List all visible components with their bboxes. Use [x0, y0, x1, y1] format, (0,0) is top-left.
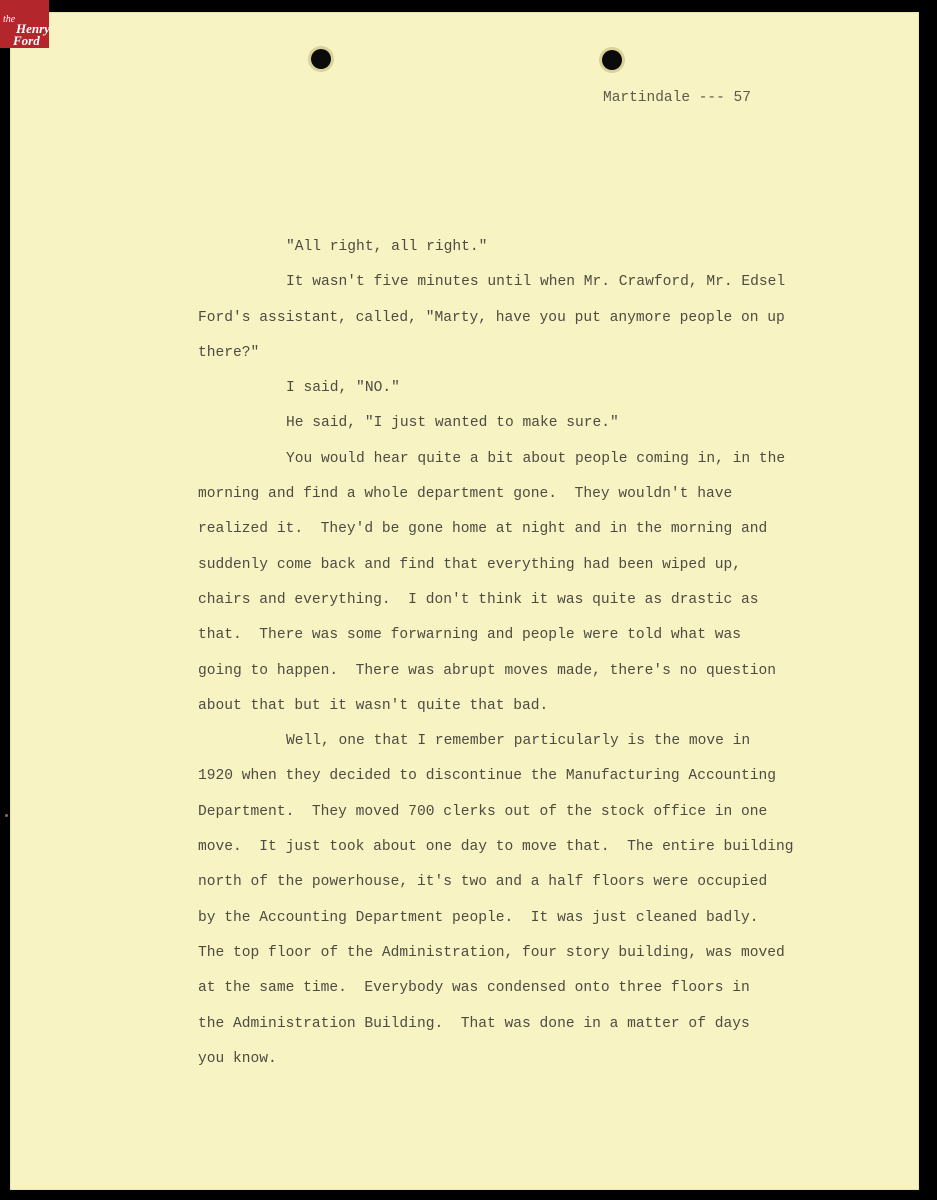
- transcript-line: the Administration Building. That was done in a matter of days: [198, 1015, 750, 1032]
- transcript-line: north of the powerhouse, it's two and a half floors were occupied: [198, 874, 768, 891]
- transcript-line: I said, "NO.": [286, 380, 400, 397]
- punch-hole-left: [311, 49, 331, 69]
- transcript-line: Ford's assistant, called, "Marty, have you put anymore people on up: [198, 309, 785, 326]
- henry-ford-logo: [0, 0, 49, 48]
- logo-ford: Ford: [13, 33, 40, 48]
- transcript-line: realized it. They'd be gone home at night and in the morning and: [198, 521, 768, 538]
- transcript-line: move. It just took about one day to move that. The entire building: [198, 839, 794, 856]
- transcript-line: going to happen. There was abrupt moves made, there's no question: [198, 662, 777, 679]
- transcript-line: at the same time. Everybody was condensed onto three floors in: [198, 980, 750, 997]
- transcript-line: Well, one that I remember particularly is the move in: [286, 733, 751, 750]
- transcript-line: He said, "I just wanted to make sure.": [286, 415, 619, 432]
- transcript-line: The top floor of the Administration, four story building, was moved: [198, 944, 785, 961]
- transcript-line: morning and find a whole department gone. They wouldn't have: [198, 486, 733, 503]
- transcript-line: Department. They moved 700 clerks out of the stock office in one: [198, 803, 768, 820]
- transcript-line: you know.: [198, 1050, 277, 1067]
- transcript-line: It wasn't five minutes until when Mr. Crawford, Mr. Edsel: [286, 274, 786, 291]
- transcript-line: 1920 when they decided to discontinue the Manufacturing Accounting: [198, 768, 777, 785]
- margin-mark: [5, 814, 8, 817]
- typed-page: [10, 12, 919, 1190]
- transcript-line: about that but it wasn't quite that bad.: [198, 697, 549, 714]
- transcript-line: You would hear quite a bit about people coming in, in the: [286, 450, 786, 467]
- transcript-line: suddenly come back and find that everything had been wiped up,: [198, 556, 741, 573]
- transcript-line: that. There was some forwarning and people were told what was: [198, 627, 741, 644]
- transcript-body: [198, 230, 794, 1077]
- transcript-line: there?": [198, 344, 260, 361]
- logo-henry: Henry: [16, 21, 50, 36]
- page-header: Martindale --- 57: [603, 90, 751, 106]
- transcript-line: by the Accounting Department people. It was just cleaned badly.: [198, 909, 759, 926]
- punch-hole-right: [602, 50, 622, 70]
- transcript-line: "All right, all right.": [286, 239, 488, 255]
- logo-the: the: [3, 14, 16, 25]
- transcript-line: chairs and everything. I don't think it was quite as drastic as: [198, 591, 759, 608]
